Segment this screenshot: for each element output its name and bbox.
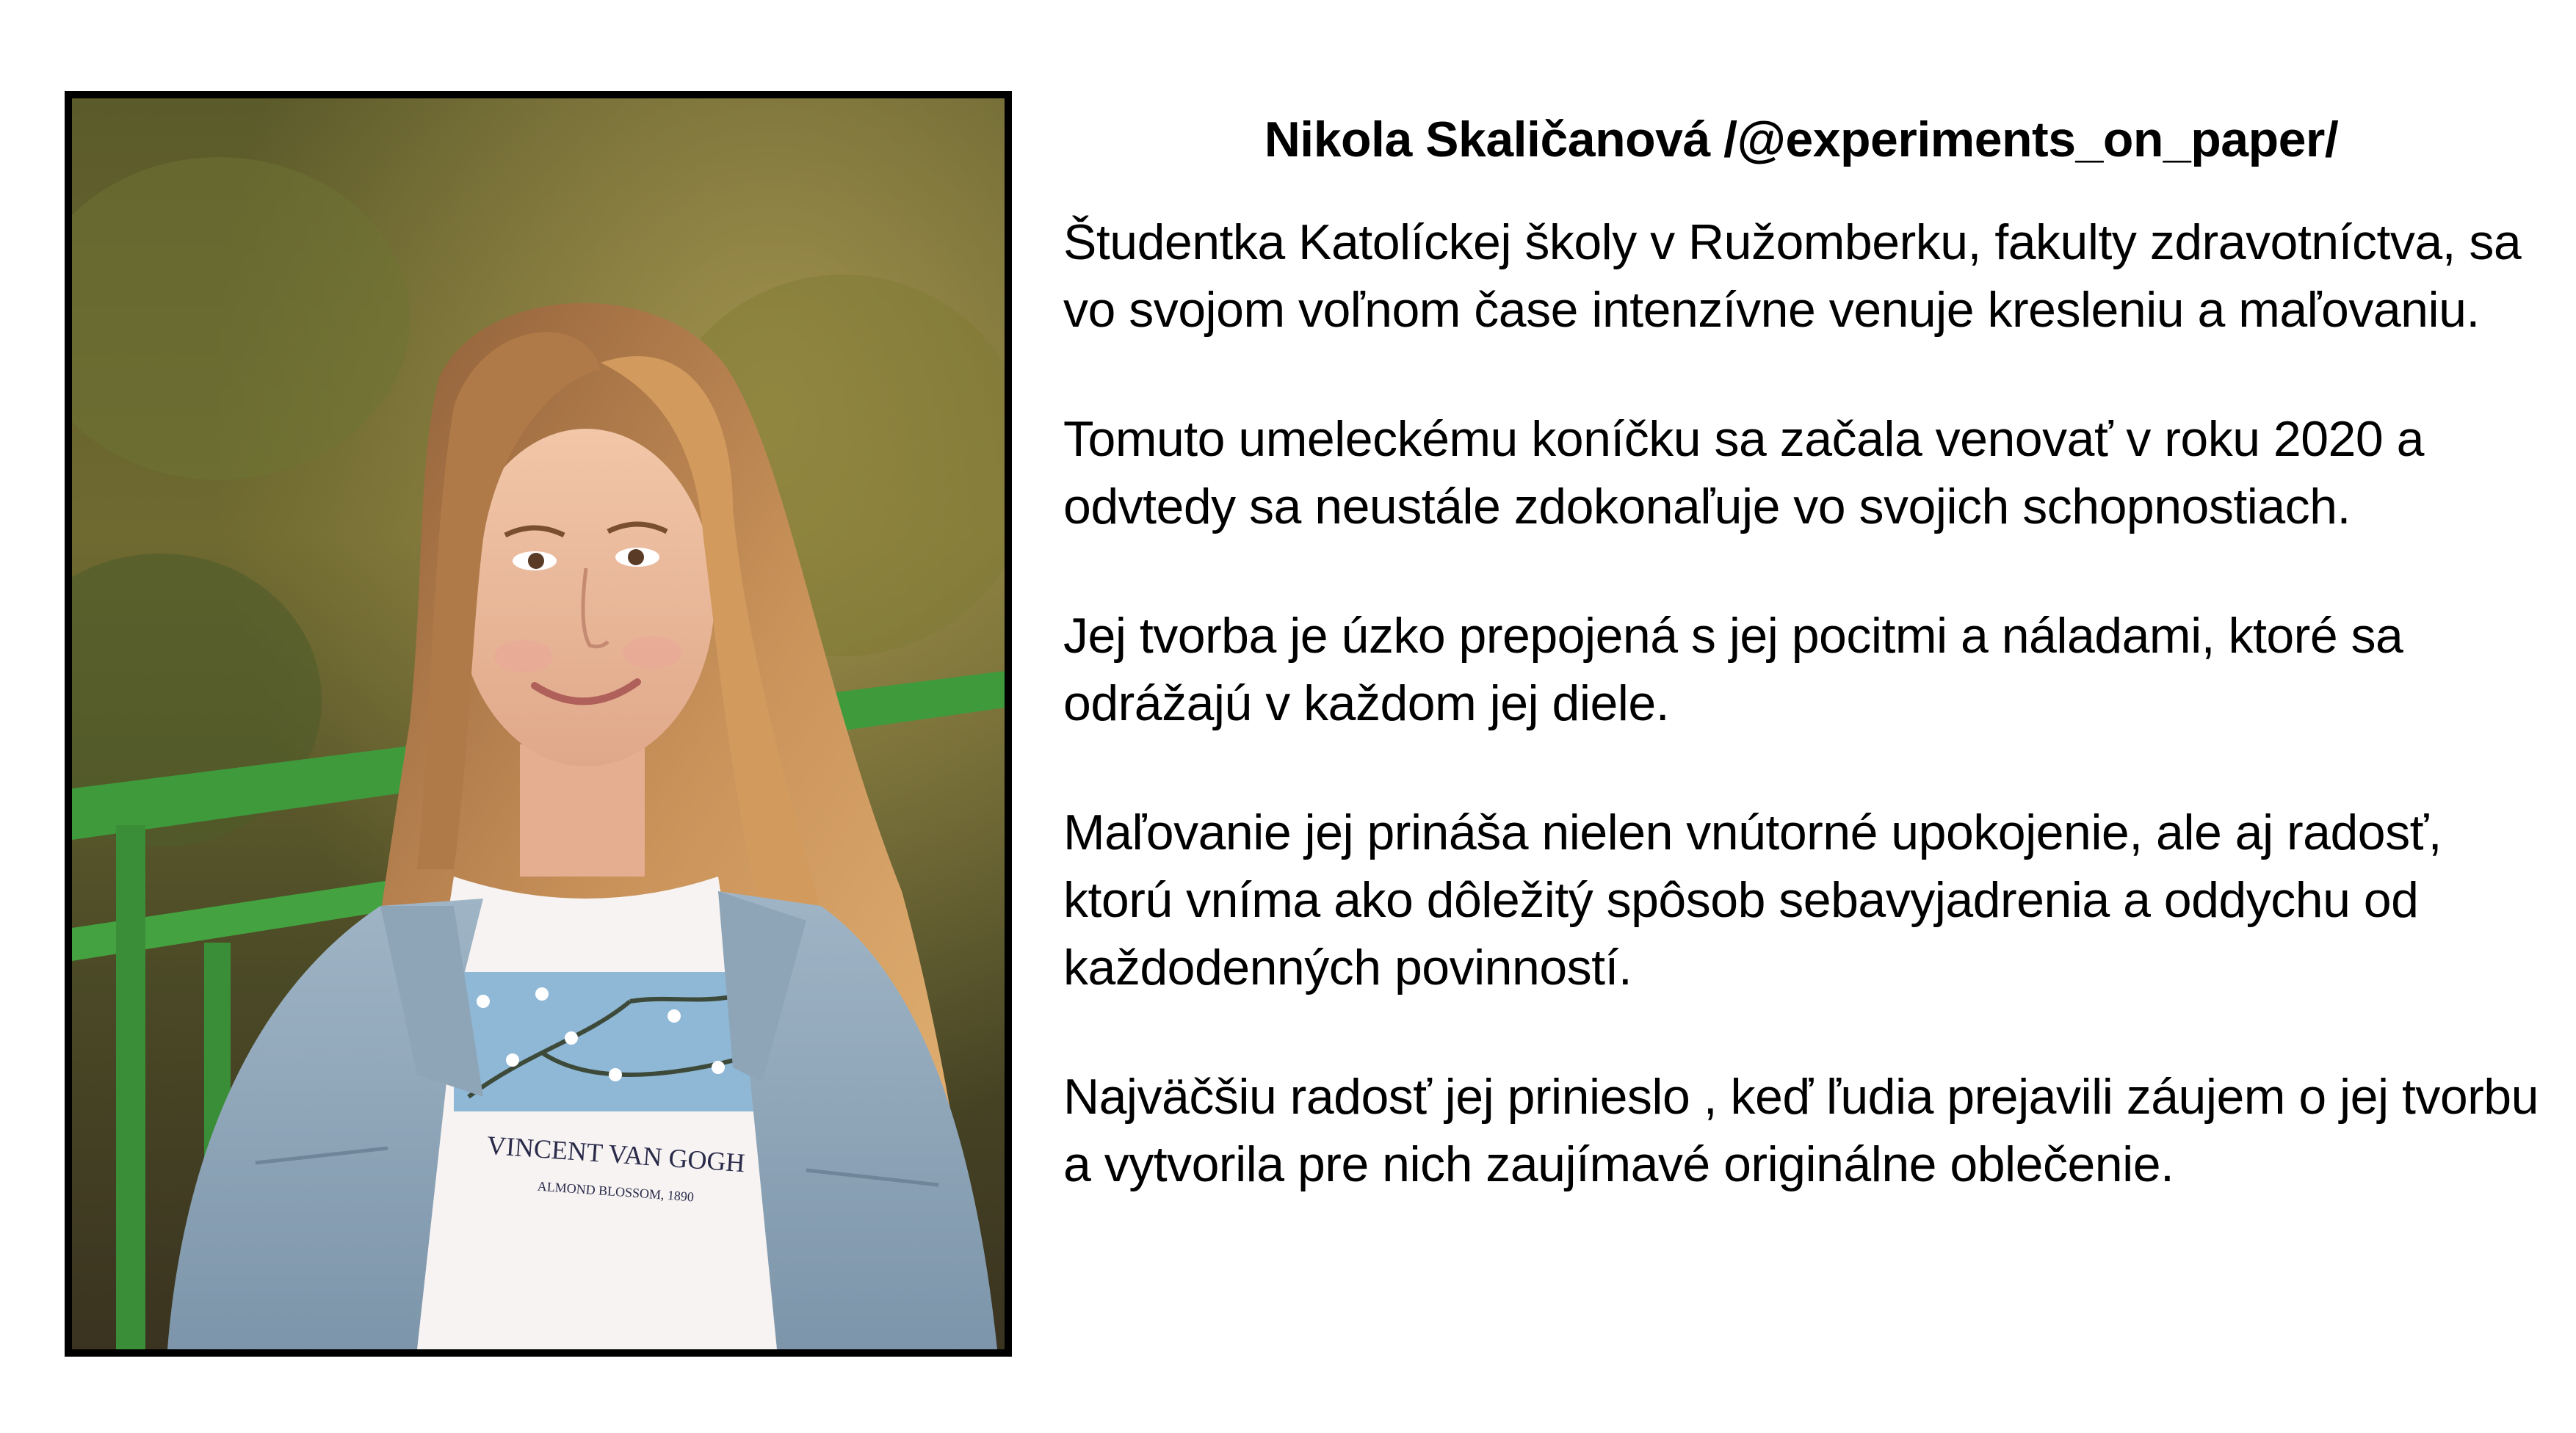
bio-title: Nikola Skaličanová /@experiments_on_paper/ (1264, 112, 2339, 167)
bio-paragraph-1: Študentka Katolíckej školy v Ružomberku, fakulty zdravotníctva, sa vo svojom voľnom čase intenzívne venuje kresleniu a maľovaniu. (1063, 214, 2522, 338)
portrait-photo (65, 91, 1012, 1357)
bio-text (1063, 103, 2539, 1260)
bio-paragraph-2: Tomuto umeleckému koníčku sa začala venovať v roku 2020 a odvtedy sa neustále zdokonaľuje vo svojich schopnostiach. (1063, 411, 2424, 534)
bio-paragraph-3: Jej tvorba je úzko prepojená s jej pocitmi a náladami, ktoré sa odrážajú v každom jej diele. (1063, 608, 2403, 731)
shirt-print-line1: VINCENT VAN GOGH (485, 1130, 746, 1178)
bio-paragraph-4: Maľovanie jej prináša nielen vnútorné upokojenie, ale aj radosť, ktorú vníma ako dôležitý spôsob sebavyjadrenia a oddychu od každodenných povinností. (1063, 805, 2442, 995)
bio-paragraph-5: Najväčšiu radosť jej prinieslo , keď ľudia prejavili záujem o jej tvorbu a vytvorila pre nich zaujímavé originálne oblečenie. (1063, 1069, 2539, 1192)
portrait-illustration (72, 98, 1005, 1349)
shirt-print-line2: ALMOND BLOSSOM, 1890 (537, 1178, 695, 1205)
